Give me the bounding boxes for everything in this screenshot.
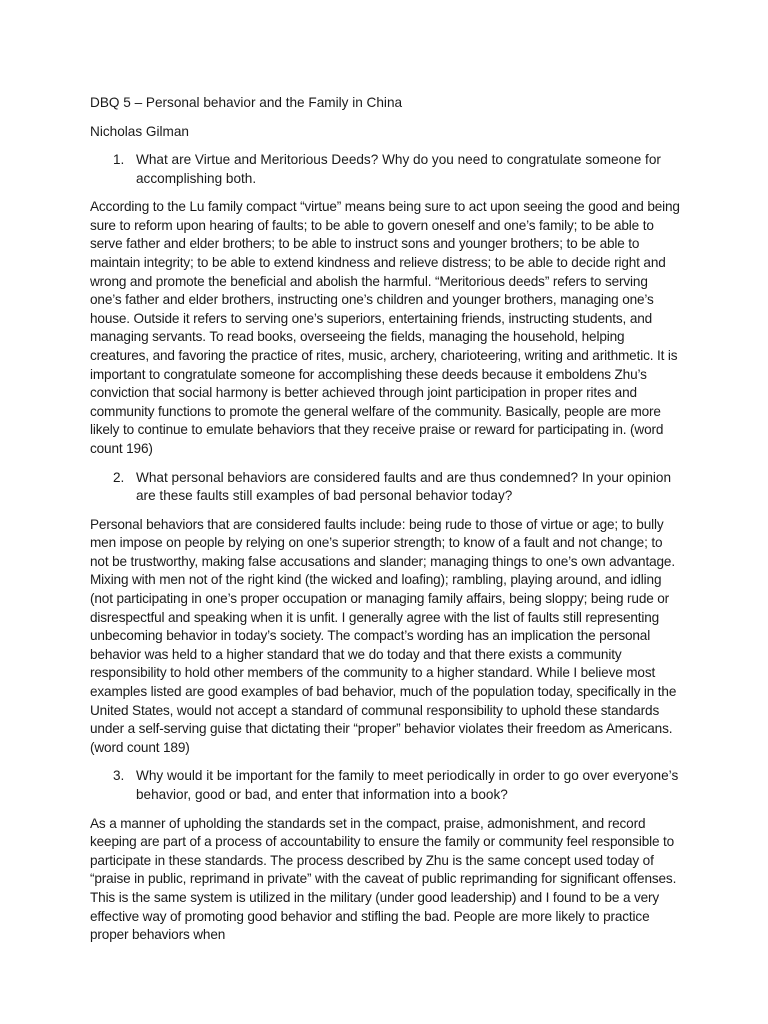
question-text: What are Virtue and Meritorious Deeds? Why do you need to congratulate someone for accomplishing both. xyxy=(136,152,661,186)
question-number: 3. xyxy=(113,768,125,784)
question-number: 1. xyxy=(113,152,125,167)
author-name: Nicholas Gilman xyxy=(90,124,189,139)
answer-3: As a manner of upholding the standards set in the compact, praise, admonishment, and record keeping are part of a process of accountability to ensure the family or community feel responsible to participate in these standards. The process described by Zhu is the same concept used today of “praise in public, reprimand in private” with the caveat of public reprimanding for significant offenses. This is the same system is utilized in the military (under good leadership) and I found to be a very effective way of promoting good behavior and stifling the bad. People are more likely to practice proper behaviors when xyxy=(90,815,677,943)
document-title: DBQ 5 – Personal behavior and the Family in China xyxy=(90,95,403,110)
answer-1: According to the Lu family compact “virtue” means being sure to act upon seeing the good and being sure to reform upon hearing of faults; to be able to govern oneself and one’s family; to be able to serve father and elder brothers; to be able to instruct sons and younger brothers; to be able to maintain integrity; to be able to extend kindness and relieve distress; to be able to decide right and wrong and promote the beneficial and abolish the harmful. “Meritorious deeds” refers to serving one’s father and elder brothers, instructing one’s children and younger brothers, managing one’s house. Outside it refers to serving one’s superiors, entertaining friends, instructing students, and managing servants. To read books, overseeing the fields, managing the household, helping creatures, and favoring the practice of rites, music, archery, charioteering, writing and arithmetic. It is important to congratulate someone for accomplishing these deeds because it emboldens Zhu’s conviction that social harmony is better achieved through joint participation in proper rites and community functions to promote the general welfare of the community. Basically, people are more likely to continue to emulate behaviors that they receive praise or reward for participating in. (word count 196) xyxy=(90,199,680,456)
question-3 xyxy=(90,767,682,804)
question-text: What personal behaviors are considered faults and are thus condemned? In your opinion are these faults still examples of bad personal behavior today? xyxy=(136,469,672,504)
question-text: Why would it be important for the family to meet periodically in order to go over everyone’s behavior, good or bad, and enter that information into a book? xyxy=(136,768,679,802)
document-page xyxy=(90,93,682,955)
answer-2: Personal behaviors that are considered faults include: being rude to those of virtue or age; to bully men impose on people by relying on one’s superior strength; to know of a fault and not change; to not be trustworthy, making false accusations and slander; managing things to one’s own advantage. Mixing with men not of the right kind (the wicked and loafing); rambling, playing around, and idling (not participating in one’s proper occupation or managing family affairs, being sloppy; being rude or disrespectful and speaking when it is unfit. I generally agree with the list of faults still representing unbecoming behavior in today’s society. The compact’s wording has an implication the personal behavior was held to a higher standard that we do today and that there exists a community responsibility to hold other members of the community to a higher standard. While I believe most examples listed are good examples of bad behavior, much of the population today, specifically in the United States, would not accept a standard of communal responsibility to uphold these standards under a self-serving guise that dictating their “proper” behavior violates their freedom as Americans. (word count 189) xyxy=(90,516,677,755)
question-number: 2. xyxy=(113,469,125,485)
question-2 xyxy=(90,469,682,506)
question-1 xyxy=(90,151,682,188)
